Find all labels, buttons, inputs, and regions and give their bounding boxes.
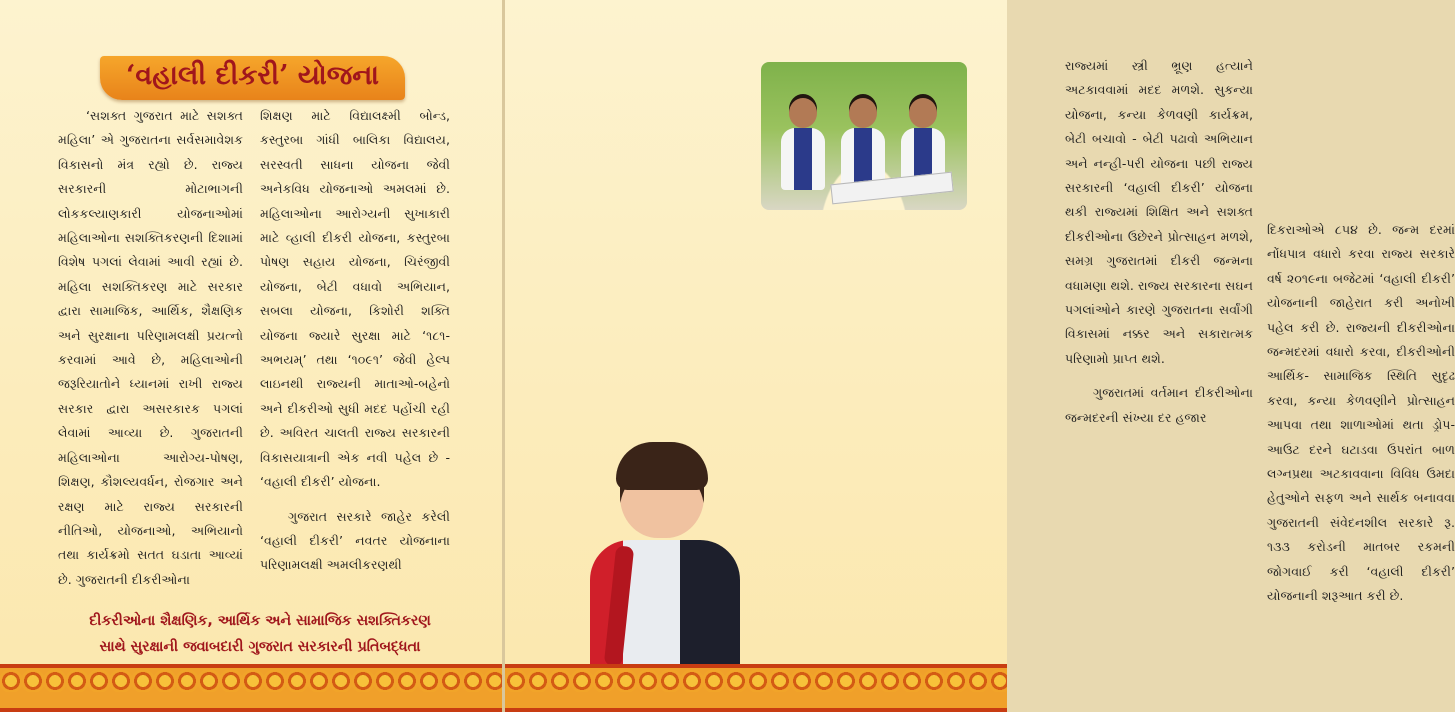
text-column-3	[1065, 54, 1253, 430]
girl-figure	[841, 98, 885, 190]
tagline-line-2: સાથે સુરક્ષાની જવાબદારી ગુજરાત સરકારની પ્રતિબદ્ધતા	[99, 639, 421, 655]
tagline	[40, 608, 480, 660]
decorative-border	[0, 664, 502, 712]
paragraph: દિકરાઓએ ૮૫૪ છે. જન્મ દરમાં નોંધપાત્ર વધારો કરવા રાજ્ય સરકારે વર્ષ ૨૦૧૯ના બજેટમાં ‘વહાલી દીકરી’ યોજનાની જાહેરાત કરી અનોખી પહેલ કરી છે. રાજ્યની દીકરીઓના જન્મદરમાં વધારો કરવા, દીકરીઓની આર્થિક- સામાજિક સ્થિતિ સુદૃઢ કરવા, કન્યા કેળવણીને પ્રોત્સાહન આપવા તથા શાળાઓમાં થતા ડ્રોપ-આઉટ દરને ઘટાડવા ઉપરાંત બાળ લગ્નપ્રથા અટકાવવાના વિવિધ ઉમદા હેતુઓને સફળ અને સાર્થક બનાવવા ગુજરાતની સંવેદનશીલ સરકારે રૂ. ૧૩૩ કરોડની માતબર રકમની જોગવાઈ કરી ‘વહાલી દીકરી’ યોજનાની શરૂઆત કરી છે.	[1267, 222, 1455, 604]
paragraph: શિક્ષણ માટે વિદ્યાલક્ષ્મી બોન્ડ, કસ્તુરબા ગાંધી બાલિકા વિદ્યાલય, સરસ્વતી સાધના યોજના જેવી અનેકવિધ યોજનાઓ અમલમાં છે. મહિલાઓના આરોગ્યની સુખાકારી માટે વ્હાલી દીકરી યોજના, કસ્તુરબા પોષણ સહાય યોજના, ચિરંજીવી યોજના, બેટી વધાવો અભિયાન, સબલા યોજના, કિશોરી શક્તિ યોજના જ્યારે સુરક્ષા માટે ‘૧૮૧-અભયમ્’ તથા ‘૧૦૯૧’ જેવી હેલ્પ લાઇનથી રાજ્યની માતાઓ-બહેનો અને દીકરીઓ સુધી મદદ પહોંચી રહી છે. અવિરત ચાલતી રાજ્ય સરકારની વિકાસયાત્રાની એક નવી પહેલ છે - ‘વહાલી દીકરી’ યોજના.	[260, 108, 450, 490]
text-column-2	[260, 104, 450, 578]
paragraph: ગુજરાત સરકારે જાહેર કરેલી ‘વહાલી દીકરી’ નવતર યોજનાના પરિણામલક્ષી અમલીકરણથી	[260, 508, 450, 573]
paragraph: ગુજરાતમાં વર્તમાન દીકરીઓના જન્મદરની સંખ્યા દર હજાર	[1065, 385, 1253, 425]
child-hair	[616, 442, 708, 490]
girl-figure	[781, 98, 825, 190]
paragraph: ‘સશક્ત ગુજરાત માટે સશક્ત મહિલા’ એ ગુજરાતના સર્વસમાવેશક વિકાસનો મંત્ર રહ્યો છે. રાજ્ય સરકારની મોટાભાગની લોકકલ્યાણકારી યોજનાઓમાં મહિલાઓના સશક્તિકરણની દિશામાં વિશેષ પગલાં લેવામાં આવી રહ્યાં છે. મહિલા સશક્તિકરણ માટે સરકાર દ્વારા સામાજિક, આર્થિક, શૈક્ષણિક અને સુરક્ષાના પરિણામલક્ષી પ્રયત્નો કરવામાં આવે છે, મહિલાઓની જરૂરિયાતોને ધ્યાનમાં રાખી રાજ્ય સરકાર દ્વારા અસરકારક પગલાં લેવામાં આવ્યા છે. ગુજરાતની મહિલાઓના આરોગ્ય-પોષણ, શિક્ષણ, કૌશલ્યવર્ધન, રોજગાર અને રક્ષણ માટે રાજ્ય સરકારની નીતિઓ, યોજનાઓ, અભિયાનો તથા કાર્યક્રમો સતત ઘડાતા આવ્યાં છે. ગુજરાતની દીકરીઓના	[58, 108, 243, 587]
text-column-1	[58, 104, 243, 592]
schoolgirls-photo	[761, 62, 967, 210]
child-photo	[560, 440, 750, 670]
left-page	[0, 0, 502, 712]
paragraph: રાજ્યમાં સ્ત્રી ભ્રૂણ હત્યાને અટકાવવામાં મદદ મળશે. સુકન્યા યોજના, કન્યા કેળવણી કાર્યક્રમ, બેટી બચાવો - બેટી પઢાવો અભિયાન અને નન્હી-પરી યોજના પછી રાજ્ય સરકારની ‘વહાલી દીકરી’ યોજના થકી રાજ્યમાં શિક્ષિત અને સશક્ત દીકરીઓના ઉછેરને પ્રોત્સાહન મળશે, સમગ્ર ગુજરાતમાં દીકરી જન્મના વધામણા થશે. રાજ્ય સરકારના સઘન પગલાંઓને કારણે ગુજરાતના સર્વાંગી વિકાસમાં નક્કર અને સકારાત્મક પરિણામો પ્રાપ્ત થશે.	[1065, 58, 1253, 366]
decorative-border	[505, 664, 1007, 712]
tagline-line-1: દીકરીઓના શૈક્ષણિક, આર્થિક અને સામાજિક સશક્તિકરણ	[89, 613, 431, 629]
text-column-4	[1267, 218, 1455, 609]
page-title: ‘વહાલી દીકરી’ યોજના	[125, 60, 380, 91]
right-page	[505, 0, 1455, 712]
title-banner	[100, 56, 405, 100]
